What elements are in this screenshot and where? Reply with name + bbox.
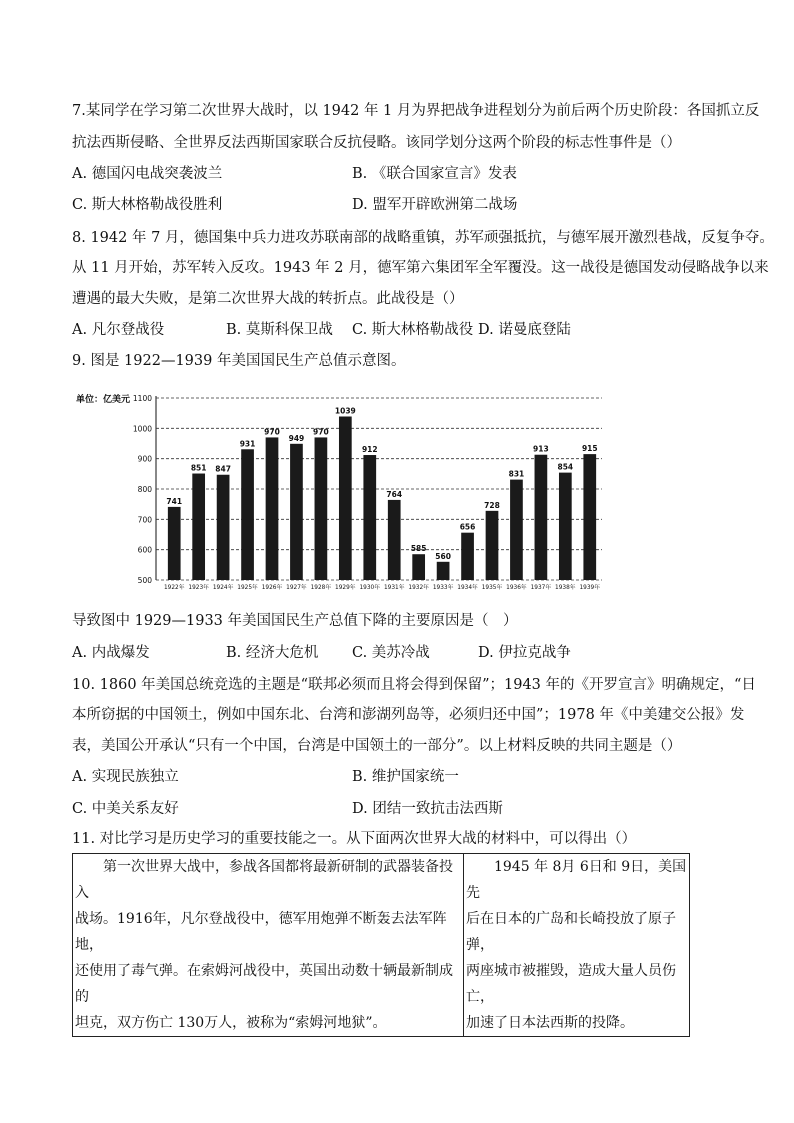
q9-option-a: A. 内战爆发 (72, 645, 150, 661)
x-tick-label: 1927年 (286, 585, 307, 591)
ww1-line: 战场。1916年，凡尔登战役中，德军用炮弹不断轰去法军阵地， (75, 911, 447, 953)
ww1-line: 还使用了毒气弹。在索姆河战役中，英国出动数十辆最新制成的 (75, 963, 453, 1005)
q9-stem-line-1: 9. 图是 1922—1939 年美国国民生产总值示意图。 (72, 353, 406, 369)
bar (486, 511, 499, 580)
bar (192, 474, 205, 580)
bar-value-label: 847 (215, 464, 231, 474)
ww2-line: 两座城市被摧毁，造成大量人员伤亡， (466, 963, 676, 1005)
bar-value-label: 949 (288, 433, 305, 443)
ww1-line: 第一次世界大战中，参战各国都将最新研制的武器装备投入 (75, 859, 453, 901)
x-tick-label: 1933年 (432, 585, 454, 591)
q7-stem-line-2: 抗法西斯侵略、全世界反法西斯国家联合反抗侵略。该同学划分这两个阶段的标志性事件是（） (72, 135, 681, 151)
ww2-material-cell (464, 854, 690, 1037)
x-tick-label: 1929年 (335, 585, 356, 591)
q10-stem-line-3: 表，美国公开承认“只有一个中国，台湾是中国领土的一部分”。以上材料反映的共同主题是（） (72, 738, 682, 754)
x-tick-label: 1936年 (506, 585, 527, 591)
x-tick-label: 1938年 (555, 585, 576, 591)
q9-option-b: B. 经济大危机 (226, 645, 319, 661)
bar (510, 480, 523, 580)
y-tick-label: 1100 (132, 394, 152, 403)
q11-comparison-table (72, 853, 690, 1037)
x-tick-label: 1922年 (163, 585, 185, 591)
x-tick-label: 1932年 (408, 585, 429, 591)
bar (535, 455, 548, 580)
bar (290, 444, 303, 580)
q11-stem-line-1: 11. 对比学习是历史学习的重要技能之一。从下面两次世界大战的材料中，可以得出（） (72, 831, 637, 847)
bar-value-label: 931 (239, 439, 256, 449)
bar (559, 473, 572, 580)
bar-value-label: 585 (410, 544, 427, 554)
bar-value-label: 970 (264, 427, 280, 437)
bar (217, 475, 230, 580)
y-tick-label: 600 (137, 545, 152, 555)
q8-option-d: D. 诺曼底登陆 (478, 322, 571, 338)
q10-option-d: D. 团结一致抗击法西斯 (352, 801, 503, 817)
q7-option-a: A. 德国闪电战突袭波兰 (72, 166, 223, 182)
q10-option-a: A. 实现民族独立 (72, 769, 179, 785)
y-tick-label: 700 (137, 515, 152, 525)
bar-value-label: 764 (386, 489, 403, 499)
x-tick-label: 1923年 (188, 585, 209, 591)
q8-option-b: B. 莫斯科保卫战 (226, 322, 333, 338)
bar (363, 455, 376, 580)
bar (339, 417, 352, 580)
x-tick-label: 1926年 (261, 585, 283, 591)
q7-stem-line-1: 7.某同学在学习第二次世界大战时，以 1942 年 1 月为界把战争进程划分为前后两个历史阶段：各国抓立反 (72, 103, 760, 119)
q9-question: 导致图中 1929—1933 年美国国民生产总值下降的主要原因是（ ） (72, 613, 518, 629)
x-tick-label: 1928年 (310, 585, 332, 591)
q10-option-b: B. 维护国家统一 (352, 769, 459, 785)
q8-option-c: C. 斯大林格勒战役 (352, 322, 474, 338)
y-tick-label: 800 (137, 485, 152, 494)
bar-value-label: 913 (533, 444, 549, 454)
y-tick-label: 900 (137, 454, 152, 464)
x-tick-label: 1924年 (212, 585, 234, 591)
bar-value-label: 912 (361, 445, 378, 455)
bar (388, 500, 401, 580)
bar-value-label: 851 (190, 463, 207, 473)
bar (168, 507, 181, 580)
x-tick-label: 1934年 (457, 585, 478, 591)
q10-stem-line-2: 本所窃据的中国领土，例如中国东北、台湾和澎湖列岛等，必须归还中国”；1978 年《中美建交公报》发 (72, 707, 745, 723)
ww1-material-cell (73, 854, 464, 1037)
bar-value-label: 915 (581, 444, 598, 454)
bar-value-label: 831 (508, 469, 525, 479)
bar-value-label: 728 (484, 500, 500, 510)
q7-option-d: D. 盟军开辟欧洲第二战场 (352, 197, 518, 213)
bar (437, 562, 450, 580)
x-tick-label: 1937年 (530, 585, 552, 591)
ww2-line: 加速了日本法西斯的投降。 (466, 1015, 634, 1031)
bar-value-label: 1039 (334, 406, 356, 416)
x-tick-label: 1931年 (383, 585, 405, 591)
x-tick-label: 1935年 (481, 585, 503, 591)
y-tick-label: 1000 (132, 424, 152, 434)
ww2-line: 后在日本的广岛和长崎投放了原子弹， (466, 911, 676, 953)
bar-value-label: 656 (459, 522, 476, 532)
table-row (73, 854, 690, 1037)
y-tick-label: 500 (137, 576, 152, 585)
x-tick-label: 1939年 (579, 585, 601, 591)
q9-option-d: D. 伊拉克战争 (478, 645, 571, 661)
q8-stem-line-2: 从 11 月开始，苏军转入反攻。1943 年 2 月，德军第六集团军全军覆没。这一战役是德国发动侵略战争以来 (72, 260, 769, 276)
x-tick-label: 1925年 (237, 585, 258, 591)
bar-value-label: 741 (166, 496, 183, 506)
bar (266, 437, 279, 580)
q9-option-c: C. 美苏冷战 (352, 645, 430, 661)
bar (583, 454, 596, 580)
bar (315, 437, 328, 580)
q7-option-b: B. 《联合国家宣言》发表 (352, 166, 517, 182)
ww2-line: 1945 年 8月 6日和 9日，美国先 (466, 859, 687, 901)
bar-value-label: 560 (435, 551, 451, 561)
x-tick-label: 1930年 (359, 585, 381, 591)
q8-option-a: A. 凡尔登战役 (72, 322, 165, 338)
bar (412, 554, 425, 580)
ww1-line: 坦克，双方伤亡 130万人，被称为“索姆河地狱”。 (75, 1015, 387, 1031)
bar-value-label: 854 (557, 462, 574, 472)
bar (241, 449, 254, 580)
q10-stem-line-1: 10. 1860 年美国总统竞选的主题是“联邦必须而且将会得到保留”；1943 年的《开罗宣言》明确规定，“日 (72, 677, 756, 693)
q8-stem-line-3: 遭遇的最大失败，是第二次世界大战的转折点。此战役是（） (72, 291, 464, 307)
bar-value-label: 970 (313, 427, 329, 437)
chart-unit-label: 单位：亿美元 (76, 395, 131, 405)
bar (461, 533, 474, 580)
q8-stem-line-1: 8. 1942 年 7 月，德国集中兵力进攻苏联南部的战略重镇，苏军顽强抵抗，与德军展开激烈巷战，反复争夺。 (72, 230, 774, 246)
q10-option-c: C. 中美关系友好 (72, 801, 179, 817)
q7-option-c: C. 斯大林格勒战役胜利 (72, 197, 223, 213)
gnp-bar-chart (72, 388, 612, 598)
